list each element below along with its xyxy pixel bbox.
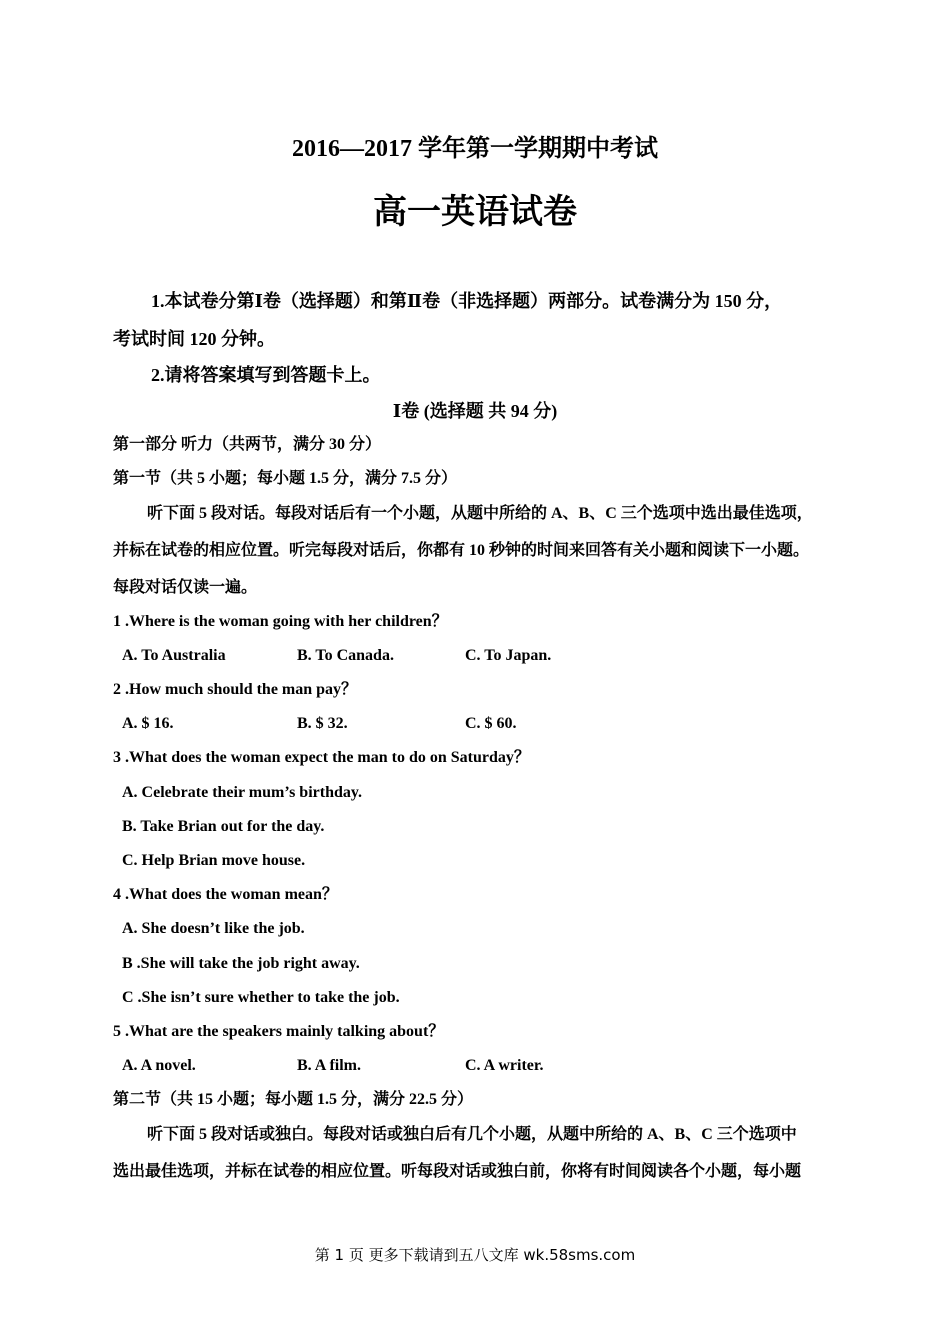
section-2-directions-line-1: 听下面 5 段对话或独白。每段对话或独白后有几个小题，从题中所给的 A、B、C 三个选项中 — [147, 1126, 797, 1143]
note-2: 2.请将答案填写到答题卡上。 — [151, 365, 381, 385]
question-2-option-b: B. $ 32. — [297, 715, 348, 732]
question-4-option-b: B .She will take the job right away. — [122, 955, 360, 972]
question-1-option-a: A. To Australia — [122, 647, 226, 664]
exam-title: 2016—2017 学年第一学期期中考试 — [292, 136, 658, 162]
section-2-title: 第二节（共 15 小题；每小题 1.5 分，满分 22.5 分） — [113, 1091, 474, 1108]
volume-title: Ⅰ卷 (选择题 共 94 分) — [392, 401, 558, 421]
question-2-option-a: A. $ 16. — [122, 715, 174, 732]
page-footer: 第 1 页 更多下载请到五八文库 wk.58sms.com — [314, 1246, 636, 1264]
question-3-option-c: C. Help Brian move house. — [122, 852, 306, 869]
note-1-line-2: 考试时间 120 分钟。 — [113, 329, 275, 349]
question-3-option-a: A. Celebrate their mum’s birthday. — [122, 784, 362, 801]
question-4-option-c: C .She isn’t sure whether to take the job. — [122, 989, 400, 1006]
question-5-option-c: C. A writer. — [465, 1057, 544, 1074]
question-1-option-b: B. To Canada. — [297, 647, 394, 664]
question-1-stem: 1 .Where is the woman going with her children？ — [113, 613, 448, 630]
directions-line-2: 并标在试卷的相应位置。听完每段对话后，你都有 10 秒钟的时间来回答有关小题和阅读下一小题。 — [113, 542, 810, 559]
directions-line-3: 每段对话仅读一遍。 — [113, 579, 258, 596]
question-4-stem: 4 .What does the woman mean？ — [113, 886, 338, 903]
question-5-option-a: A. A novel. — [122, 1057, 196, 1074]
question-2-stem: 2 .How much should the man pay？ — [113, 681, 358, 698]
directions-line-1: 听下面 5 段对话。每段对话后有一个小题，从题中所给的 A、B、C 三个选项中选出最佳选项， — [147, 505, 813, 522]
section-1-title: 第一节（共 5 小题；每小题 1.5 分，满分 7.5 分） — [113, 470, 458, 487]
note-1-line-1: 1.本试卷分第Ⅰ卷（选择题）和第Ⅱ卷（非选择题）两部分。试卷满分为 150 分， — [151, 291, 783, 311]
question-3-stem: 3 .What does the woman expect the man to do on Saturday？ — [113, 749, 530, 766]
question-1-option-c: C. To Japan. — [465, 647, 552, 664]
section-2-directions-line-2: 选出最佳选项，并标在试卷的相应位置。听每段对话或独白前，你将有时间阅读各个小题，每小题 — [113, 1163, 802, 1180]
part-1-title: 第一部分 听力（共两节，满分 30 分） — [113, 436, 382, 453]
paper-title: 高一英语试卷 — [373, 194, 577, 231]
question-5-stem: 5 .What are the speakers mainly talking about？ — [113, 1023, 445, 1040]
question-4-option-a: A. She doesn’t like the job. — [122, 920, 305, 937]
question-2-option-c: C. $ 60. — [465, 715, 517, 732]
question-3-option-b: B. Take Brian out for the day. — [122, 818, 325, 835]
question-5-option-b: B. A film. — [297, 1057, 362, 1074]
